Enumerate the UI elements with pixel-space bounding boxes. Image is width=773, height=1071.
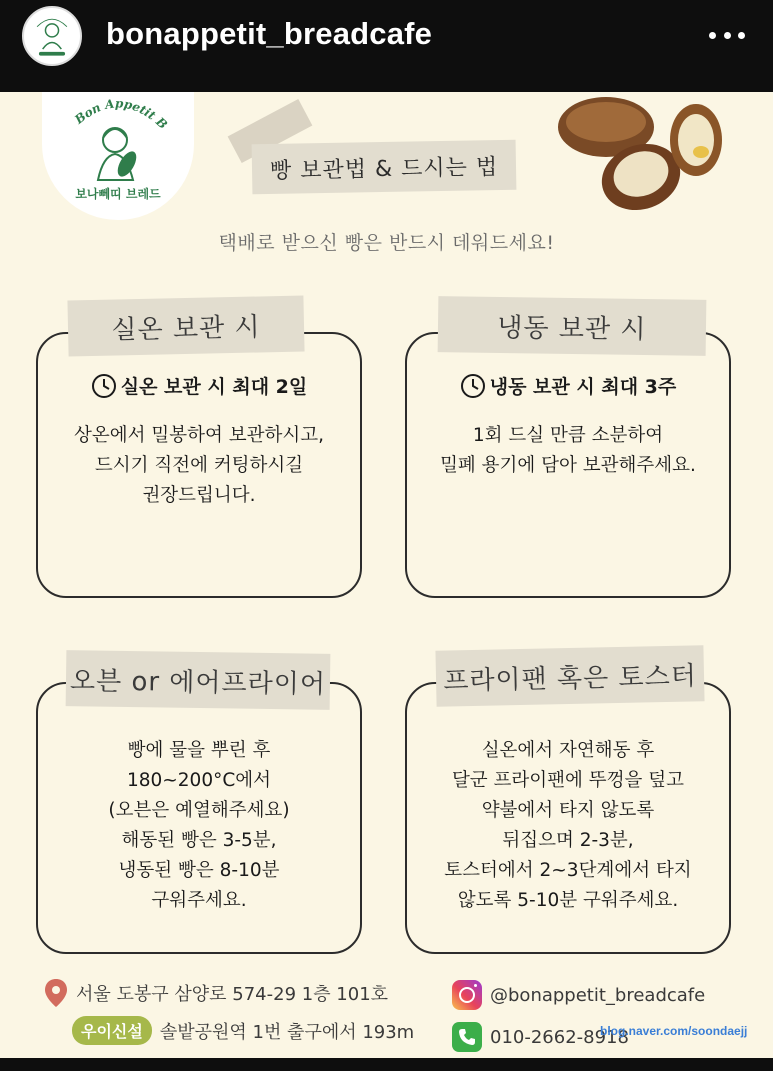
logo-korean-text: 보나뻬띠 브레드 <box>75 187 161 201</box>
card-oven <box>36 682 362 954</box>
post-header <box>0 0 773 92</box>
address-text: 서울 도봉구 삼양로 574-29 1층 101호 <box>76 984 389 1005</box>
instagram-row <box>452 980 705 1010</box>
bakery-logo-icon <box>24 8 80 64</box>
room-instructions: 상온에서 밀봉하여 보관하시고, 드시기 직전에 커팅하시길 권장드립니다. <box>74 425 324 506</box>
brand-logo <box>42 92 194 220</box>
card-room-storage <box>36 332 362 598</box>
station-text: 솔밭공원역 1번 출구에서 193m <box>159 1021 415 1043</box>
svg-text:Bon Appetit Bread: Bon Appetit B <box>72 96 171 132</box>
phone-icon <box>452 1022 482 1052</box>
blog-watermark: blog.naver.com/soondaejj <box>600 1024 748 1038</box>
more-horizontal-icon[interactable] <box>709 20 745 50</box>
card-label-pan: 프라이팬 혹은 토스터 <box>435 645 704 707</box>
freezer-duration: 냉동 보관 시 최대 3주 <box>407 372 729 399</box>
instagram-handle[interactable]: @bonappetit_breadcafe <box>490 984 706 1006</box>
freezer-instructions: 1회 드실 만큼 소분하여 밀폐 용기에 담아 보관해주세요. <box>440 425 696 476</box>
bread-girl-logo-icon <box>43 92 193 220</box>
pan-instructions: 실온에서 자연해동 후 달군 프라이팬에 뚜껑을 덮고 약불에서 타지 않도록 뒤집으며 2-3분, 토스터에서 2~3단계에서 타지 않도록 5-10분 구워주세요. <box>444 740 692 911</box>
subway-line-badge: 우이신설 <box>72 1016 152 1045</box>
profile-username[interactable]: bonappetit_breadcafe <box>106 16 433 51</box>
poster-subtitle: 택배로 받으신 빵은 반드시 데워드세요! <box>218 232 555 254</box>
post-image <box>0 92 773 1058</box>
post-footer-bar <box>0 1058 773 1071</box>
poster-title: 빵 보관법 & 드시는 법 <box>252 140 517 195</box>
phone-number[interactable]: 010-2662-8918 <box>490 1026 629 1048</box>
card-pan-toaster <box>405 682 731 954</box>
location-pin-icon <box>44 978 68 1008</box>
card-label-freezer: 냉동 보관 시 <box>438 296 707 356</box>
room-duration: 실온 보관 시 최대 2일 <box>38 372 360 399</box>
card-label-oven: 오븐 or 에어프라이어 <box>66 650 331 710</box>
card-freezer-storage <box>405 332 731 598</box>
oven-instructions: 빵에 물을 뿌린 후 180~200°C에서 (오븐은 예열해주세요) 해동된 빵은 3-5분, 냉동된 빵은 8-10분 구워주세요. <box>108 740 290 911</box>
card-label-room: 실온 보관 시 <box>67 296 304 357</box>
clock-icon <box>91 373 117 399</box>
clock-icon <box>460 373 486 399</box>
bread-photo <box>556 92 726 222</box>
profile-avatar[interactable] <box>22 6 82 66</box>
address-row <box>44 978 388 1008</box>
station-row <box>72 1016 414 1045</box>
instagram-icon <box>452 980 482 1010</box>
